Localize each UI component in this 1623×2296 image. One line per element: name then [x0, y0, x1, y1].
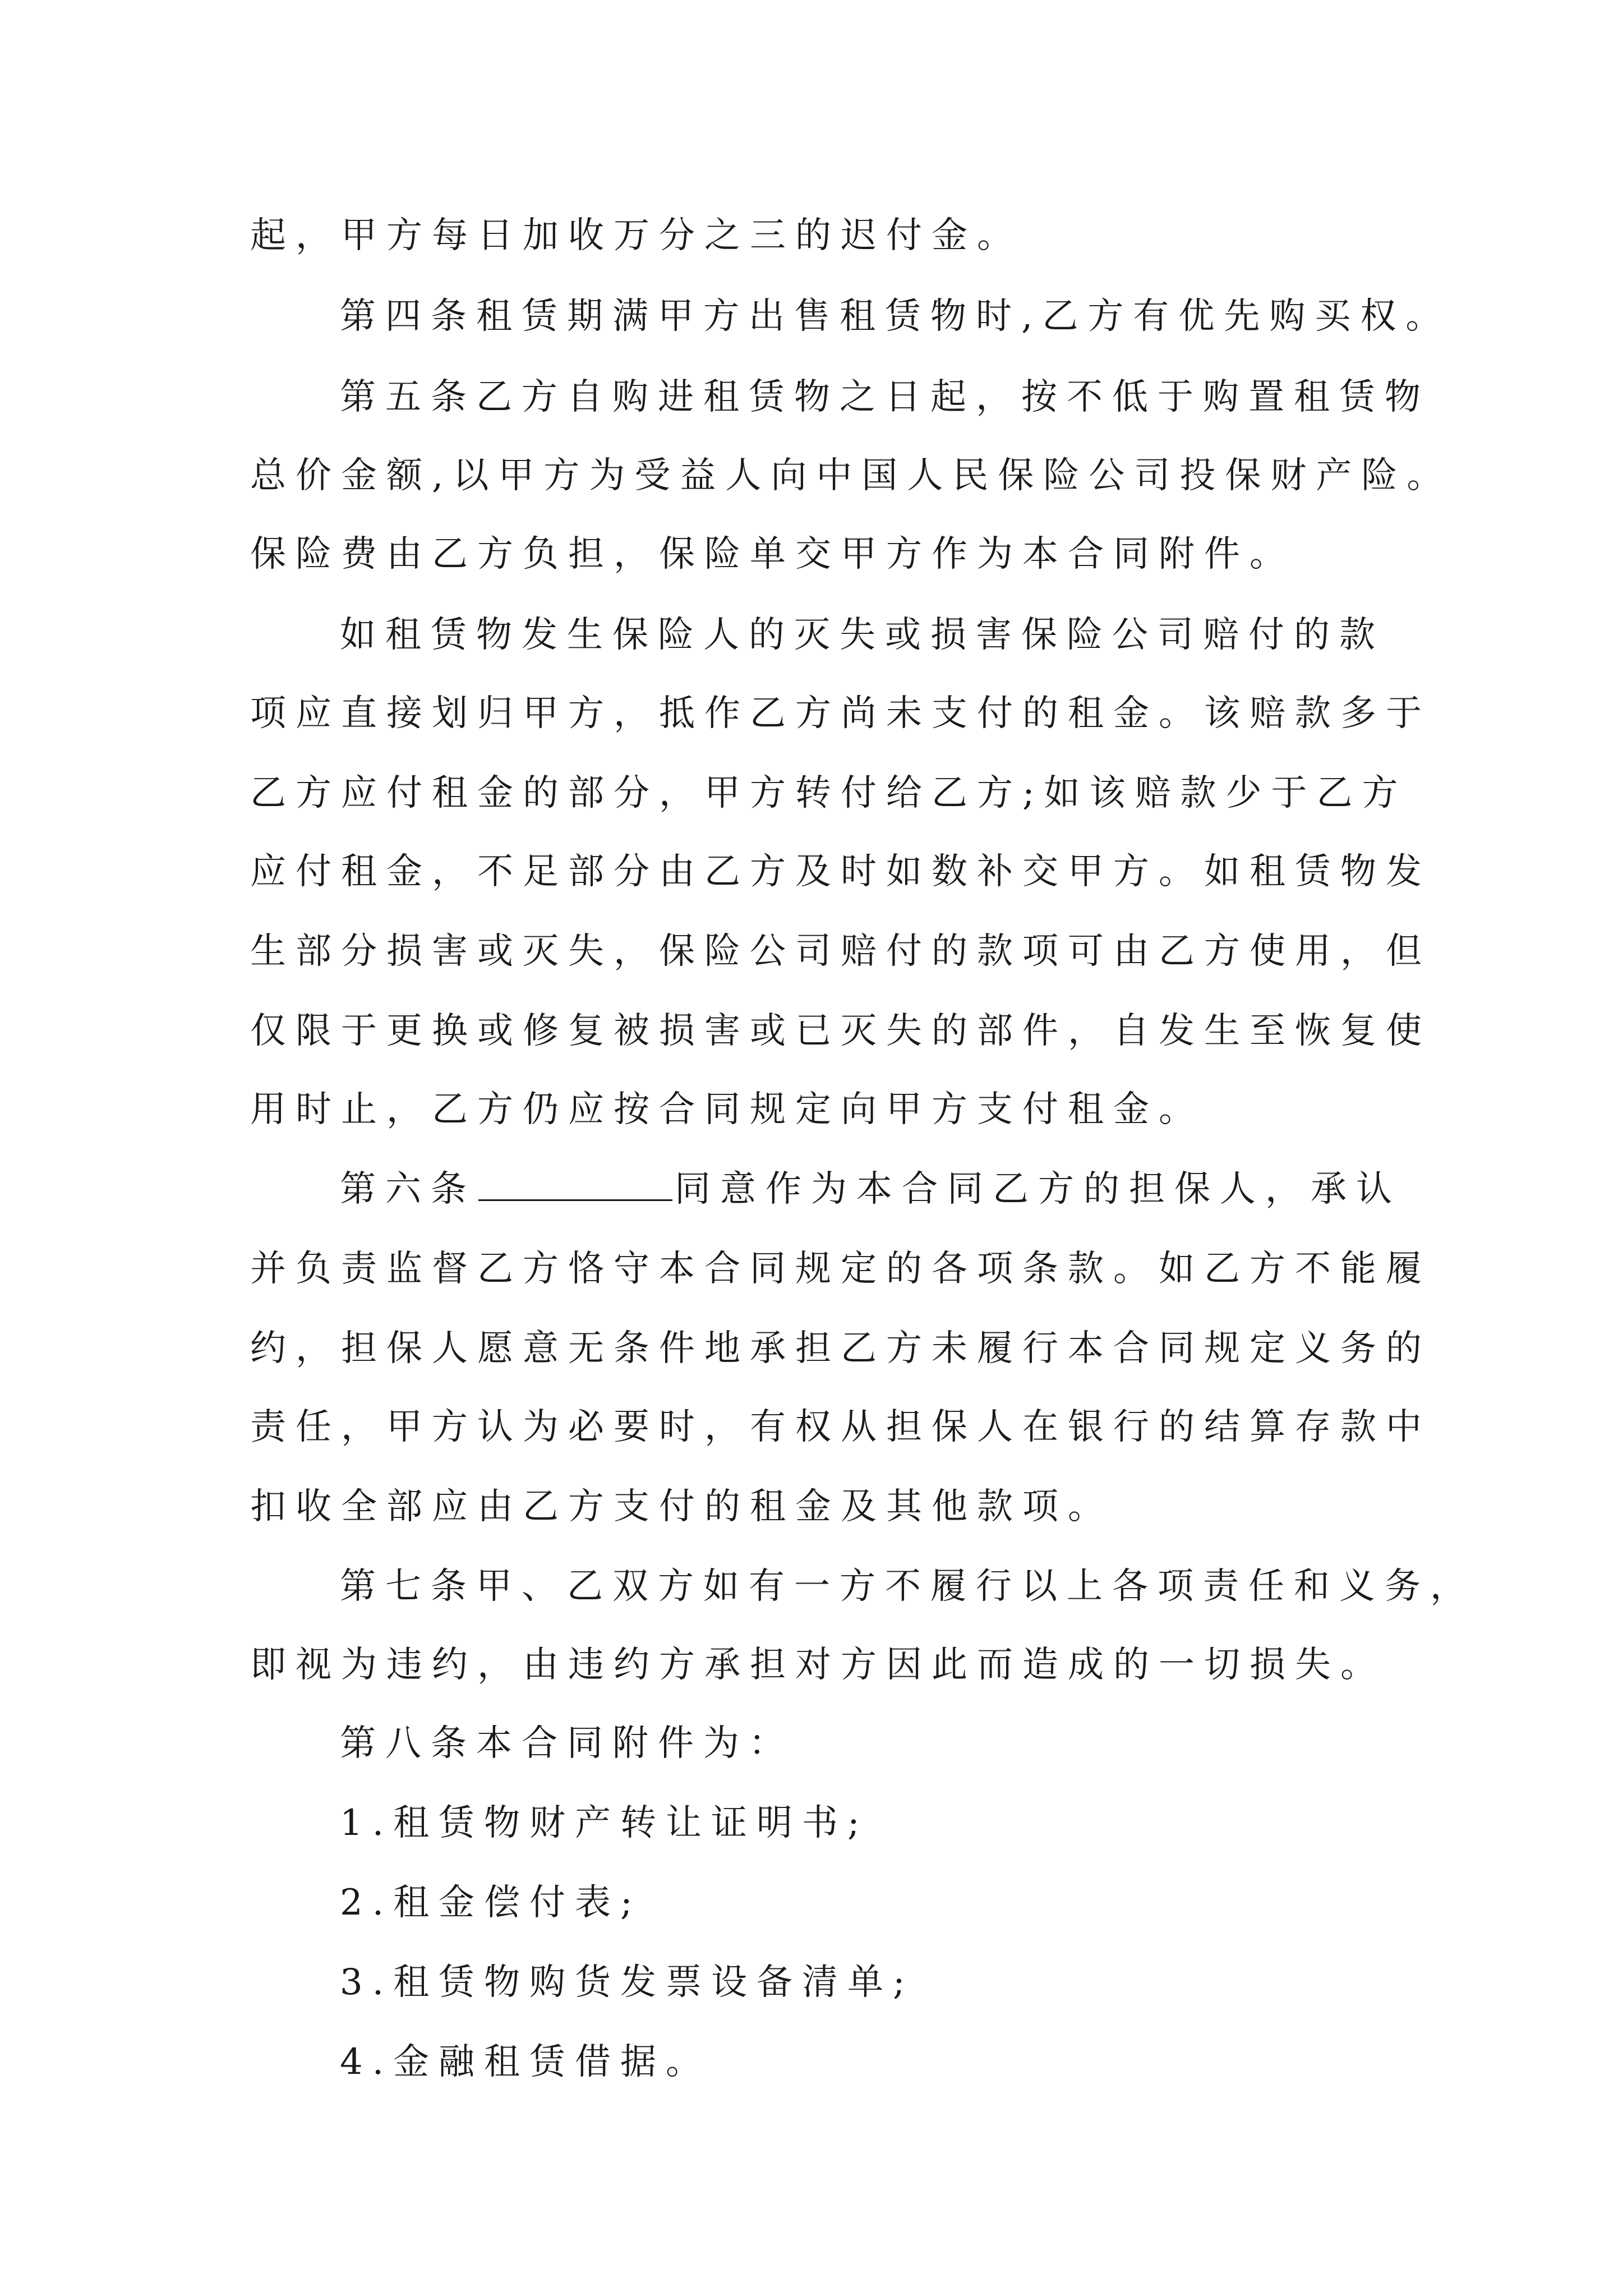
text-segment: 第六条 — [340, 1168, 476, 1210]
text-line: 乙方应付租金的部分，甲方转付给乙方;如该赔款少于乙方 — [250, 772, 1408, 814]
list-item: 4.金融租赁借据。 — [340, 2041, 712, 2083]
text-line: 生部分损害或灭失，保险公司赔付的款项可由乙方使用，但 — [250, 931, 1431, 972]
text-line: 总价金额,以甲方为受益人向中国人民保险公司投保财产险。 — [250, 455, 1453, 496]
guarantor-blank-line — [478, 1168, 672, 1201]
text-line: 责任，甲方认为必要时，有权从担保人在银行的结算存款中 — [250, 1406, 1431, 1448]
list-item: 3.租赁物购货发票设备清单; — [340, 1962, 915, 2003]
text-line: 第四条租赁期满甲方出售租赁物时,乙方有优先购买权。 — [340, 296, 1451, 337]
text-line: 应付租金，不足部分由乙方及时如数补交甲方。如租赁物发 — [250, 851, 1431, 892]
text-line: 并负责监督乙方恪守本合同规定的各项条款。如乙方不能履 — [250, 1248, 1431, 1290]
list-item: 2.租金偿付表; — [340, 1882, 642, 1924]
text-line: 约，担保人愿意无条件地承担乙方未履行本合同规定义务的 — [250, 1328, 1431, 1369]
text-line: 第八条本合同附件为： — [340, 1723, 794, 1764]
text-line: 扣收全部应由乙方支付的租金及其他款项。 — [250, 1486, 1113, 1527]
list-item: 1.租赁物财产转让证明书; — [340, 1802, 869, 1844]
text-line: 保险费由乙方负担，保险单交甲方作为本合同附件。 — [250, 533, 1295, 575]
text-line: 用时止，乙方仍应按合同规定向甲方支付租金。 — [250, 1089, 1204, 1130]
text-line: 即视为违约，由违约方承担对方因此而造成的一切损失。 — [250, 1644, 1386, 1686]
text-line: 仅限于更换或修复被损害或已灭失的部件，自发生至恢复使 — [250, 1010, 1431, 1052]
text-line: 如租赁物发生保险人的灭失或损害保险公司赔付的款 — [340, 614, 1385, 656]
text-segment: 同意作为本合同乙方的担保人，承认 — [675, 1168, 1401, 1210]
text-line: 第七条甲、乙双方如有一方不履行以上各项责任和义务， — [340, 1566, 1476, 1607]
text-line: 起，甲方每日加收万分之三的迟付金。 — [250, 215, 1022, 256]
article-six-line — [340, 1167, 1401, 1212]
text-line: 项应直接划归甲方，抵作乙方尚未支付的租金。该赔款多于 — [250, 693, 1431, 734]
text-line: 第五条乙方自购进租赁物之日起，按不低于购置租赁物 — [340, 376, 1430, 418]
